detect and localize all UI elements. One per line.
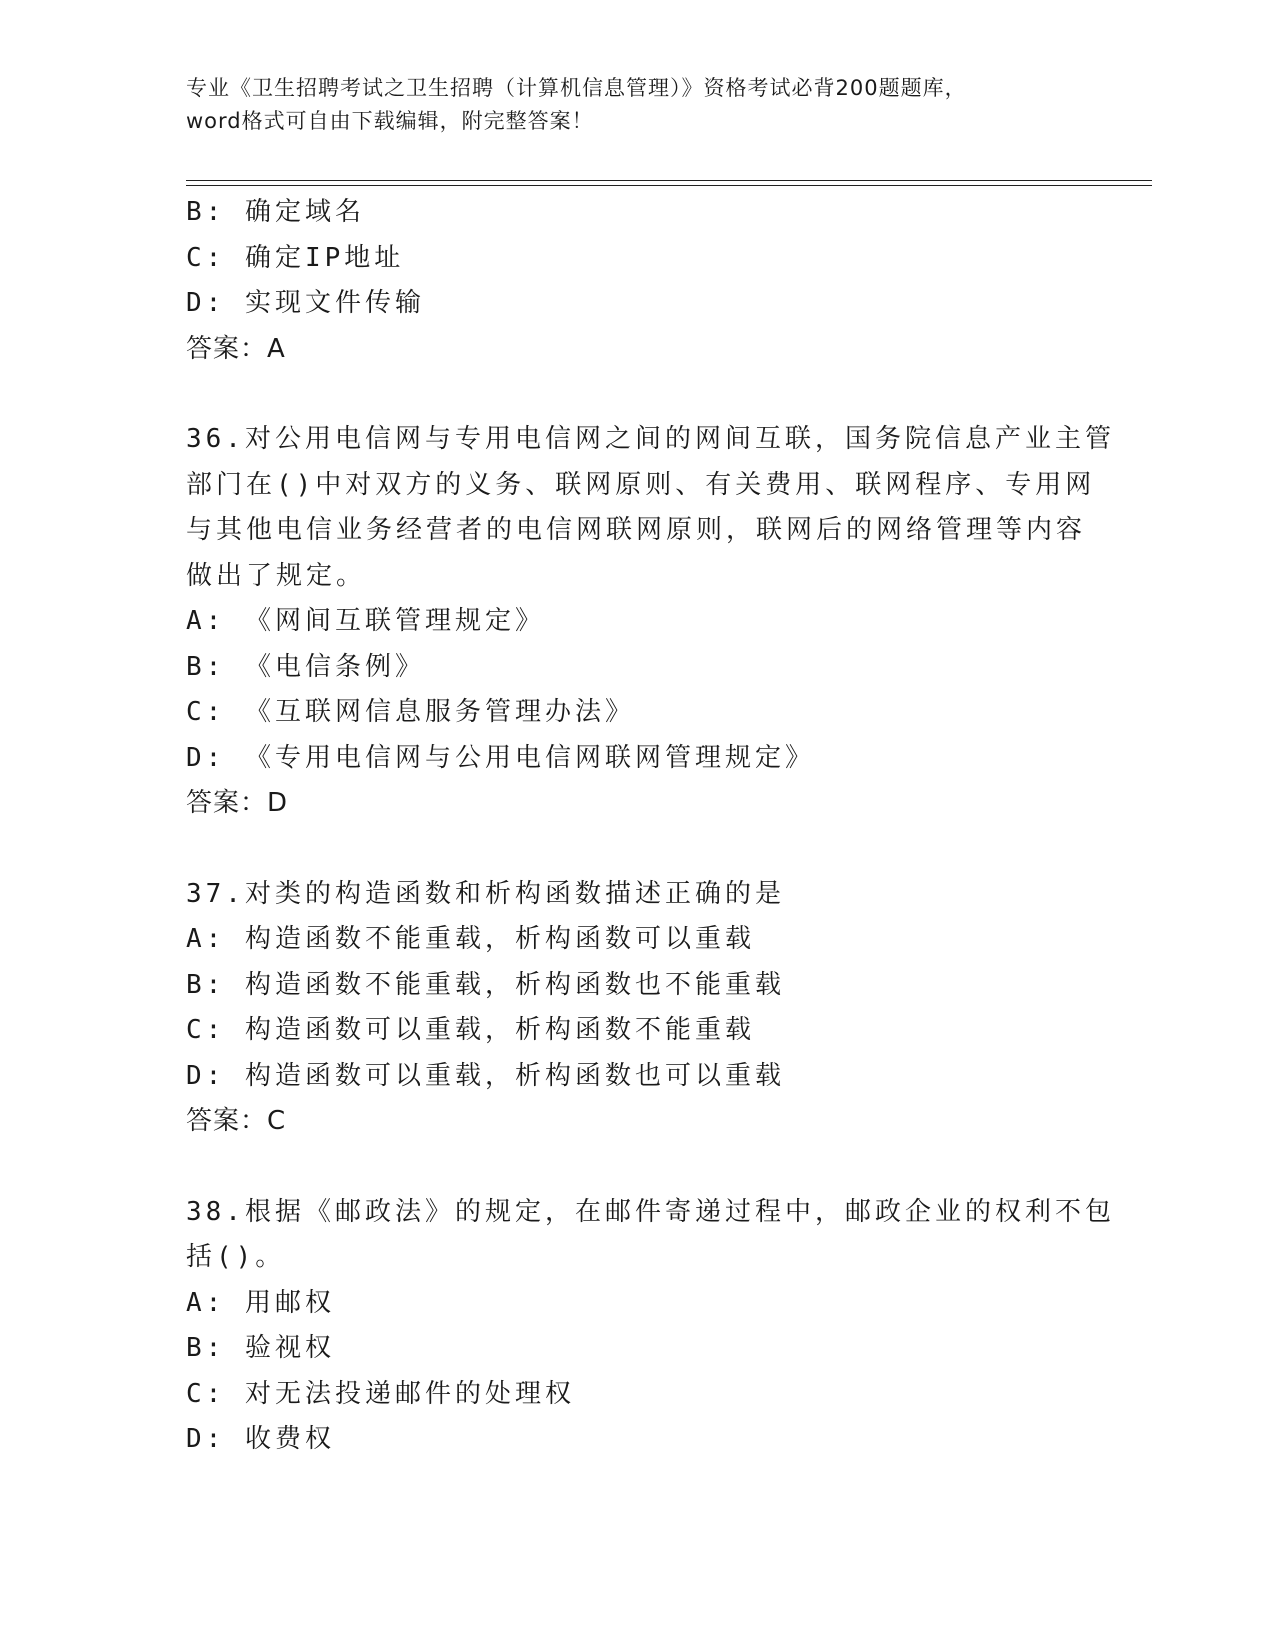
document-header — [186, 72, 1086, 138]
option-a: A: 构造函数不能重载，析构函数可以重载 — [186, 924, 755, 954]
answer-label: 答案：D — [186, 788, 289, 818]
spacer — [186, 372, 1066, 417]
previous-question-block — [186, 190, 1066, 372]
question-37-text-line-1: 37.对类的构造函数和析构函数描述正确的是 — [186, 878, 785, 909]
answer-label: 答案：C — [186, 1106, 287, 1136]
option-a: A: 《网间互联管理规定》 — [186, 606, 545, 636]
option-d: D: 《专用电信网与公用电信网联网管理规定》 — [186, 742, 815, 773]
header-divider-top — [186, 180, 1152, 181]
answer-label: 答案：A — [186, 333, 286, 364]
question-36-block — [186, 417, 1115, 827]
option-d: D: 实现文件传输 — [186, 288, 425, 318]
option-d: D: 收费权 — [186, 1424, 335, 1454]
question-36-text-line-4: 做出了规定。 — [186, 560, 367, 591]
option-d: D: 构造函数可以重载，析构函数也可以重载 — [186, 1060, 785, 1091]
option-b: B: 《电信条例》 — [186, 651, 425, 682]
question-36-text-line-2: 部门在()中对双方的义务、联网原则、有关费用、联网程序、专用网 — [186, 469, 1096, 500]
option-b: B: 验视权 — [186, 1333, 335, 1363]
option-b: B: 构造函数不能重载，析构函数也不能重载 — [186, 969, 785, 1000]
question-36-text-line-3: 与其他电信业务经营者的电信网联网原则，联网后的网络管理等内容 — [186, 515, 1087, 545]
question-37-block — [186, 872, 1066, 1145]
option-c: C: 构造函数可以重载，析构函数不能重载 — [186, 1015, 755, 1045]
question-38-text-line-1: 38.根据《邮政法》的规定，在邮件寄递过程中，邮政企业的权利不包 — [186, 1196, 1115, 1227]
option-b: B: 确定域名 — [186, 197, 365, 227]
header-title-line-2: word格式可自由下载编辑，附完整答案！ — [186, 109, 594, 133]
question-36-text-line-1: 36.对公用电信网与专用电信网之间的网间互联，国务院信息产业主管 — [186, 424, 1115, 454]
option-c: C: 确定IP地址 — [186, 242, 405, 273]
question-content — [186, 190, 1115, 1463]
spacer — [186, 1145, 1066, 1190]
question-38-text-line-2: 括()。 — [186, 1242, 286, 1272]
question-38-block — [186, 1190, 1115, 1463]
option-a: A: 用邮权 — [186, 1287, 335, 1318]
option-c: C: 《互联网信息服务管理办法》 — [186, 697, 635, 727]
header-divider-bottom — [186, 185, 1152, 186]
spacer — [186, 827, 1066, 872]
header-title-line-1: 专业《卫生招聘考试之卫生招聘（计算机信息管理）》资格考试必背200题题库， — [186, 76, 967, 100]
option-c: C: 对无法投递邮件的处理权 — [186, 1378, 575, 1409]
